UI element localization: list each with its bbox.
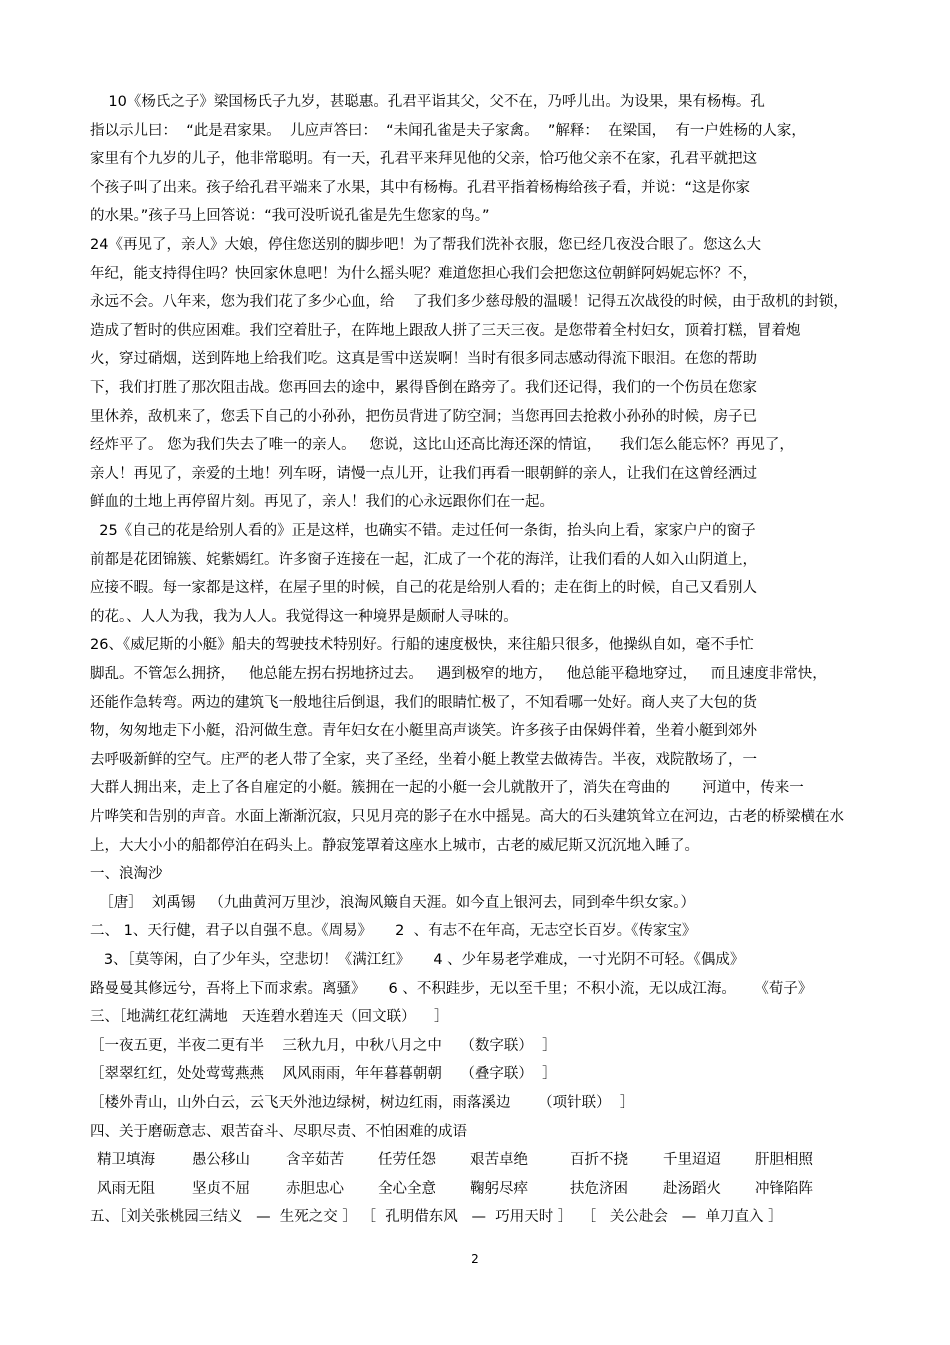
text-line: 上，大大小小的船都停泊在码头上。静寂笼罩着这座水上城市，古老的威尼斯又沉沉地入睡了。: [90, 837, 699, 854]
idiom: 精卫填海: [97, 1152, 155, 1169]
text-line: 路曼曼其修远兮，吾将上下而求索。离骚》 6 、不积跬步，无以至千里；不积小流，无以成江海。 《荀子》: [90, 980, 813, 997]
text-line: 26、《威尼斯的小艇》船夫的驾驶技术特别好。行船的速度极快，来往船只很多，他操纵自如，毫不手忙: [90, 637, 754, 654]
idiom: 百折不挠: [570, 1152, 628, 1169]
text-line: 里休养，敌机来了，您丢下自己的小孙孙，把伤员背进了防空洞；当您再回去抢救小孙孙的时候，房子已: [90, 408, 757, 425]
text-line: 二、 1、天行健，君子以自强不息。《周易》 2 、有志不在年高，无志空长百岁。《传家宝》: [90, 923, 697, 940]
text-line: 造成了暂时的供应困难。我们空着肚子，在阵地上跟敌人拼了三天三夜。是您带着全村妇女，顶着打糕，冒着炮: [90, 322, 801, 339]
idiom: 含辛茹苦: [286, 1152, 344, 1169]
text-line: 下，我们打胜了那次阻击战。您再回去的途中，累得昏倒在路旁了。我们还记得，我们的一个伤员在您家: [90, 380, 757, 396]
idiom: 冲锋陷阵: [755, 1180, 813, 1197]
text-line: 3、［莫等闲，白了少年头，空悲切！《满江红》 4 、少年易老学难成，一寸光阴不可轻。《偶成》: [90, 952, 745, 968]
idiom: 愚公移山: [192, 1152, 250, 1169]
text-line: ［楼外青山，山外白云，云飞天外池边绿树，树边红雨，雨落溪边 （项针联） ］: [90, 1095, 635, 1111]
idiom: 任劳任怨: [378, 1152, 436, 1169]
text-line: 的花。、人人为我，我为人人。我觉得这一种境界是颇耐人寻味的。: [90, 608, 518, 625]
text-line: ［翠翠红红，处处莺莺燕燕 风风雨雨，年年暮暮朝朝 （叠字联） ］: [90, 1066, 557, 1083]
text-line: 24《再见了，亲人》大娘，停住您送别的脚步吧！为了帮我们洗补衣服，您已经几夜没合眼了。您这么大: [90, 237, 761, 253]
text-line: 脚乱。不管怎么拥挤， 他总能左拐右拐地挤过去。 遇到极窄的地方， 他总能平稳地穿过， 而且速度非常快，: [90, 666, 827, 682]
text-line: 个孩子叫了出来。孩子给孔君平端来了水果，其中有杨梅。孔君平指着杨梅给孩子看，并说：“这是你家: [90, 179, 751, 196]
text-line: 四、关于磨砺意志、艰苦奋斗、尽职尽责、不怕困难的成语: [90, 1123, 467, 1140]
text-line: 永远不会。八年来，您为我们花了多少心血，给 了我们多少慈母般的温暖！记得五次战役的时候，由于敌机的封锁，: [90, 294, 848, 311]
idiom: 风雨无阻: [97, 1180, 155, 1197]
text-line: 一、浪淘沙: [90, 866, 163, 883]
idiom: 赤胆忠心: [286, 1180, 344, 1197]
text-line: 物，匆匆地走下小艇，沿河做生意。青年妇女在小艇里高声谈笑。许多孩子由保姆伴着，坐着小艇到郊外: [90, 723, 757, 740]
text-line: ［一夜五更，半夜二更有半 三秋九月，中秋八月之中 （数字联） ］: [90, 1037, 557, 1054]
text-line: 经炸平了。 您为我们失去了唯一的亲人。 您说，这比山还高比海还深的情谊， 我们怎么能忘怀？再见了，: [90, 437, 794, 454]
text-line: 鲜血的土地上再停留片刻。再见了，亲人！我们的心永远跟你们在一起。: [90, 494, 554, 511]
text-line: 应接不暇。每一家都是这样，在屋子里的时候，自己的花是给别人看的；走在街上的时候，自己又看别人: [90, 580, 757, 597]
text-line: 的水果。”孩子马上回答说：“我可没听说孔雀是先生您家的鸟。”: [90, 208, 490, 225]
text-line: 五、［刘关张桃园三结义 — 生死之交 ］ ［ 孔明借东风 — 巧用天时 ］ ［ 关公赴会 — 单刀直入 ］: [90, 1209, 783, 1226]
text-line: 指以示儿曰： “此是君家果。 儿应声答曰： “未闻孔雀是夫子家禽。 ”解释： 在梁国， 有一户姓杨的人家，: [90, 122, 806, 139]
text-line: 片哗笑和告别的声音。水面上渐渐沉寂，只见月亮的影子在水中摇晃。高大的石头建筑耸立在河边，古老的桥梁横在水: [90, 809, 844, 825]
idiom: 千里迢迢: [663, 1152, 721, 1169]
idiom: 鞠躬尽瘁: [470, 1180, 528, 1197]
text-line: ［唐］ 刘禹锡 （九曲黄河万里沙，浪淘风簸自天涯。如今直上银河去，同到牵牛织女家。）: [90, 894, 696, 911]
text-line: 25《自己的花是给别人看的》正是这样，也确实不错。走过任何一条街，抬头向上看，家家户户的窗子: [90, 523, 756, 539]
text-line: 还能作急转弯。两边的建筑飞一般地往后倒退，我们的眼睛忙极了，不知看哪一处好。商人夹了大包的货: [90, 694, 757, 711]
text-line: 大群人拥出来，走上了各自雇定的小艇。簇拥在一起的小艇一会儿就散开了，消失在弯曲的 河道中，传来一: [90, 780, 804, 797]
text-line: 去呼吸新鲜的空气。庄严的老人带了全家，夹了圣经，坐着小艇上教堂去做祷告。半夜，戏院散场了，一: [90, 751, 757, 768]
idiom: 坚贞不屈: [192, 1180, 250, 1197]
page-number: 2: [471, 1252, 479, 1266]
idiom: 艰苦卓绝: [470, 1152, 528, 1169]
text-line: 前都是花团锦簇、姹紫嫣红。许多窗子连接在一起，汇成了一个花的海洋，让我们看的人如入山阴道上，: [90, 551, 757, 568]
text-line: 家里有个九岁的儿子，他非常聪明。有一天，孔君平来拜见他的父亲，恰巧他父亲不在家，孔君平就把这: [90, 151, 757, 168]
text-line: 10《杨氏之子》梁国杨氏子九岁，甚聪惠。孔君平诣其父，父不在，乃呼儿出。为设果，果有杨梅。孔: [90, 94, 765, 110]
idiom: 肝胆相照: [755, 1152, 813, 1169]
idiom: 全心全意: [378, 1180, 436, 1197]
text-line: 火，穿过硝烟，送到阵地上给我们吃。这真是雪中送炭啊！当时有很多同志感动得流下眼泪。在您的帮助: [90, 351, 757, 368]
text-line: 年纪，能支持得住吗？快回家休息吧！为什么摇头呢？难道您担心我们会把您这位朝鲜阿妈妮忘怀？不，: [90, 265, 757, 282]
text-line: 三、［地满红花红满地 天连碧水碧连天（回文联） ］: [90, 1009, 449, 1026]
idiom: 赴汤蹈火: [663, 1180, 721, 1197]
text-line: 亲人！再见了，亲爱的土地！列车呀，请慢一点儿开，让我们再看一眼朝鲜的亲人，让我们在这曾经洒过: [90, 465, 757, 482]
idiom: 扶危济困: [570, 1180, 628, 1197]
